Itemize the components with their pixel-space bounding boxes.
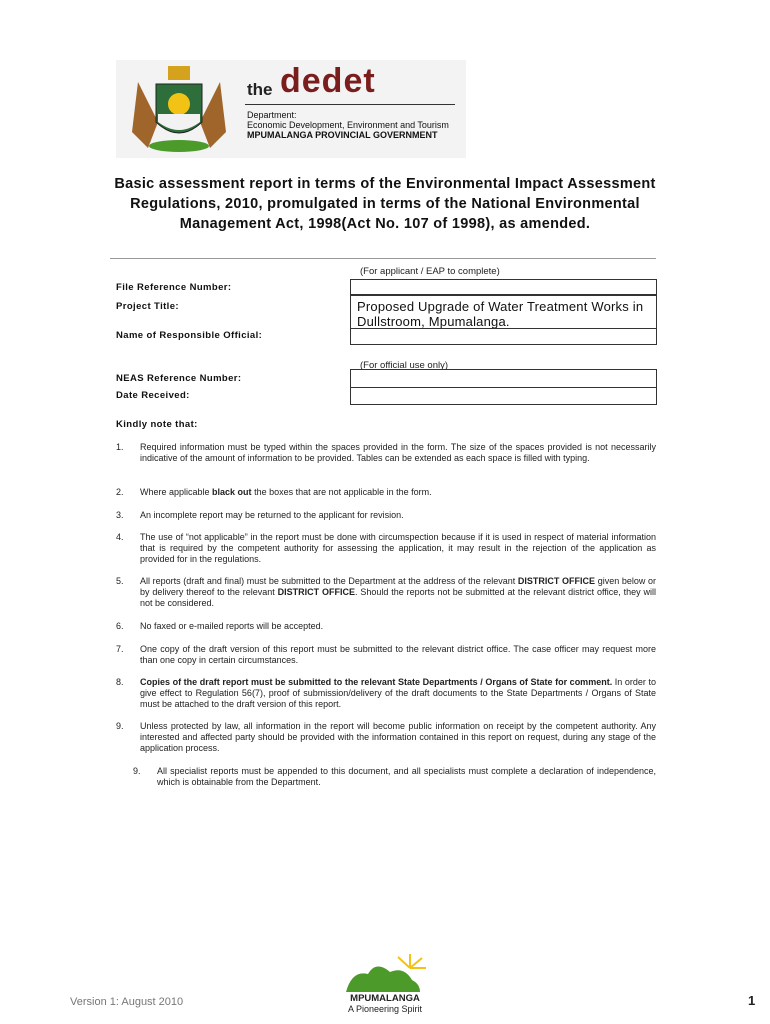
list-item	[116, 621, 656, 633]
official-note: (For official use only)	[360, 360, 448, 371]
responsible-official-field[interactable]	[350, 328, 657, 345]
item-text: The use of “not applicable” in the report must be done with circumspection because if it is used in respect of material information that is required by the competent authority for assessing the application, it may result in the rejection of the application as provided for in the regulations.	[140, 532, 656, 564]
logo-divider	[245, 104, 455, 105]
item-number: 2.	[116, 487, 124, 497]
item-text: Unless protected by law, all information in the report will become public information on receipt by the competent authority. Any interested and affected party should be provided with the information contained in this report on request, during any stage of the application process.	[140, 721, 656, 753]
item-text: Copies of the draft report must be submitted to the relevant State Departments / Organs of State for comment. In order to give effect to Regulation 56(7), proof of submission/delivery of the draft documents to the State Departments / Organs of State must be attached to the draft version of this report.	[140, 677, 656, 709]
date-received-field[interactable]	[350, 387, 657, 405]
applicant-note: (For applicant / EAP to complete)	[360, 266, 500, 277]
project-title-field[interactable]: Proposed Upgrade of Water Treatment Works in Dullstroom, Mpumalanga.	[350, 295, 657, 329]
item-text: One copy of the draft version of this report must be submitted to the relevant district office. The case officer may request more than one copy in certain circumstances.	[140, 644, 656, 665]
logo-dept-label: Department:	[247, 110, 297, 120]
item-number: 3.	[116, 510, 124, 520]
list-item	[116, 442, 656, 476]
footer-province: MPUMALANGA	[350, 993, 420, 1004]
logo-government: MPUMALANGA PROVINCIAL GOVERNMENT	[247, 130, 438, 140]
responsible-official-label: Name of Responsible Official:	[116, 330, 263, 341]
item-number: 7.	[116, 644, 124, 654]
logo-the-text: the	[247, 80, 273, 99]
coat-of-arms-icon	[118, 62, 240, 156]
list-item	[116, 510, 656, 522]
footer-version: Version 1: August 2010	[70, 996, 184, 1008]
list-item	[116, 644, 656, 667]
item-text: All reports (draft and final) must be submitted to the Department at the address of the relevant DISTRICT OFFICE given below or by delivery thereof to the relevant DISTRICT OFFICE. Should the reports not be submitted at the relevant district office, they will not be considered.	[140, 576, 656, 608]
list-item	[116, 576, 656, 610]
title-divider	[110, 258, 656, 259]
neas-reference-label: NEAS Reference Number:	[116, 373, 242, 384]
item-text: Where applicable black out the boxes that are not applicable in the form.	[140, 487, 432, 497]
footer-slogan: A Pioneering Spirit	[347, 1004, 423, 1014]
item-text: No faxed or e-mailed reports will be accepted.	[140, 621, 324, 631]
item-number: 1.	[116, 442, 124, 452]
list-item	[116, 532, 656, 566]
kindly-note-heading: Kindly note that:	[116, 419, 198, 430]
page-number: 1	[748, 993, 756, 1008]
item-number: 6.	[116, 621, 124, 631]
list-item	[116, 487, 656, 499]
item-text: An incomplete report may be returned to the applicant for revision.	[140, 510, 404, 520]
item-number: 5.	[116, 576, 124, 586]
date-received-label: Date Received:	[116, 390, 190, 401]
neas-reference-field[interactable]	[350, 369, 657, 388]
item-text: All specialist reports must be appended to this document, and all specialists must complete a declaration of independence, which is obtainable from the Department.	[157, 766, 656, 787]
list-item	[133, 766, 656, 789]
item-number: 9.	[116, 721, 124, 731]
logo-dept-name: Economic Development, Environment and Tourism	[247, 120, 449, 130]
item-number: 9.	[133, 766, 141, 776]
logo-brand-text: dedet	[280, 62, 376, 100]
file-reference-field[interactable]	[350, 279, 657, 295]
list-item	[116, 677, 656, 711]
item-number: 4.	[116, 532, 124, 542]
mpumalanga-logo-icon	[340, 950, 430, 994]
document-title: Basic assessment report in terms of the Environmental Impact Assessment Regulations, 2010, promulgated in terms of the National Environmental Management Act, 1998(Act No. 107 of 1998), as amended.	[114, 176, 656, 232]
file-reference-label: File Reference Number:	[116, 282, 232, 293]
item-number: 8.	[116, 677, 124, 687]
list-item	[116, 721, 656, 755]
project-title-label: Project Title:	[116, 301, 179, 312]
item-text: Required information must be typed within the spaces provided in the form. The size of the spaces provided is not necessarily indicative of the amount of information to be provided. Tables can be extended as each space is filled with typing.	[140, 442, 656, 463]
